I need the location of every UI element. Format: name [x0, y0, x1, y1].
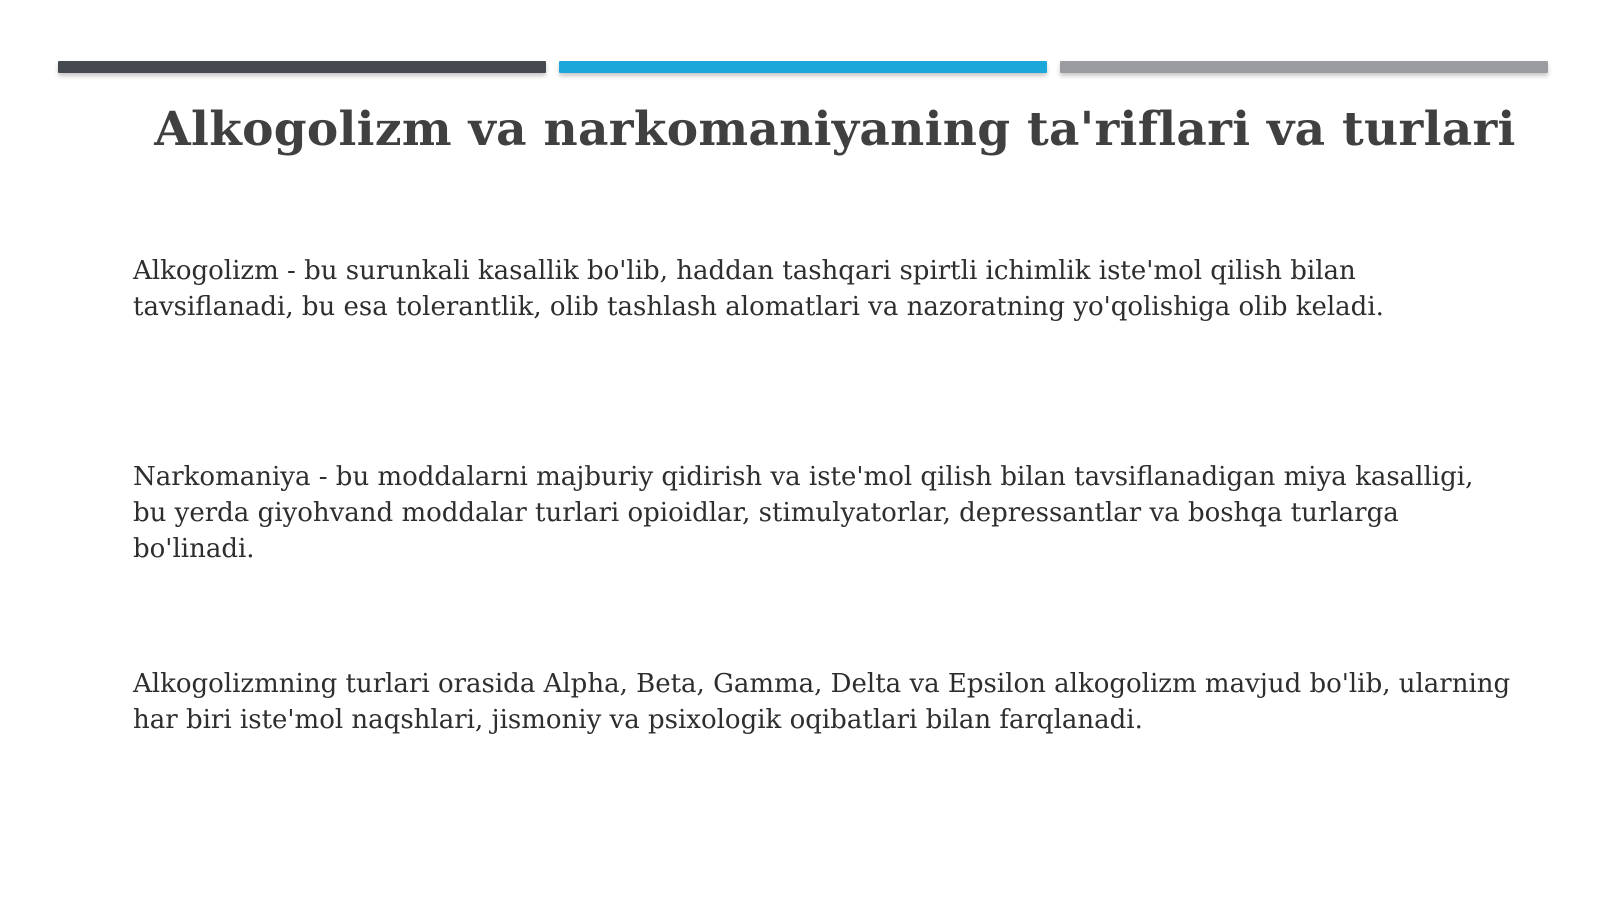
paragraph-drug-addiction-definition: Narkomaniya - bu moddalarni majburiy qidirish va iste'mol qilish bilan tavsiflanadigan miya kasalligi, bu yerda giyohvand moddalar turlari opioidlar, stimulyatorlar, depressantlar va boshqa turlarga bo'linadi. — [133, 462, 1474, 564]
accent-bar-dark — [58, 61, 546, 73]
accent-bar-gray — [1060, 61, 1548, 73]
slide-title: Alkogolizm va narkomaniyaning ta'riflari va turlari — [154, 102, 1516, 157]
paragraph-alcoholism-definition: Alkogolizm - bu surunkali kasallik bo'lib, haddan tashqari spirtli ichimlik iste'mol qilish bilan tavsiflanadi, bu esa tolerantlik, olib tashlash alomatlari va nazoratning yo'qolishiga olib keladi. — [133, 256, 1384, 322]
paragraph-alcoholism-types: Alkogolizmning turlari orasida Alpha, Beta, Gamma, Delta va Epsilon alkogolizm mavjud bo'lib, ularning har biri iste'mol naqshlari, jismoniy va psixologik oqibatlari bilan farqlanadi. — [133, 669, 1511, 735]
accent-bar-blue — [559, 61, 1047, 73]
